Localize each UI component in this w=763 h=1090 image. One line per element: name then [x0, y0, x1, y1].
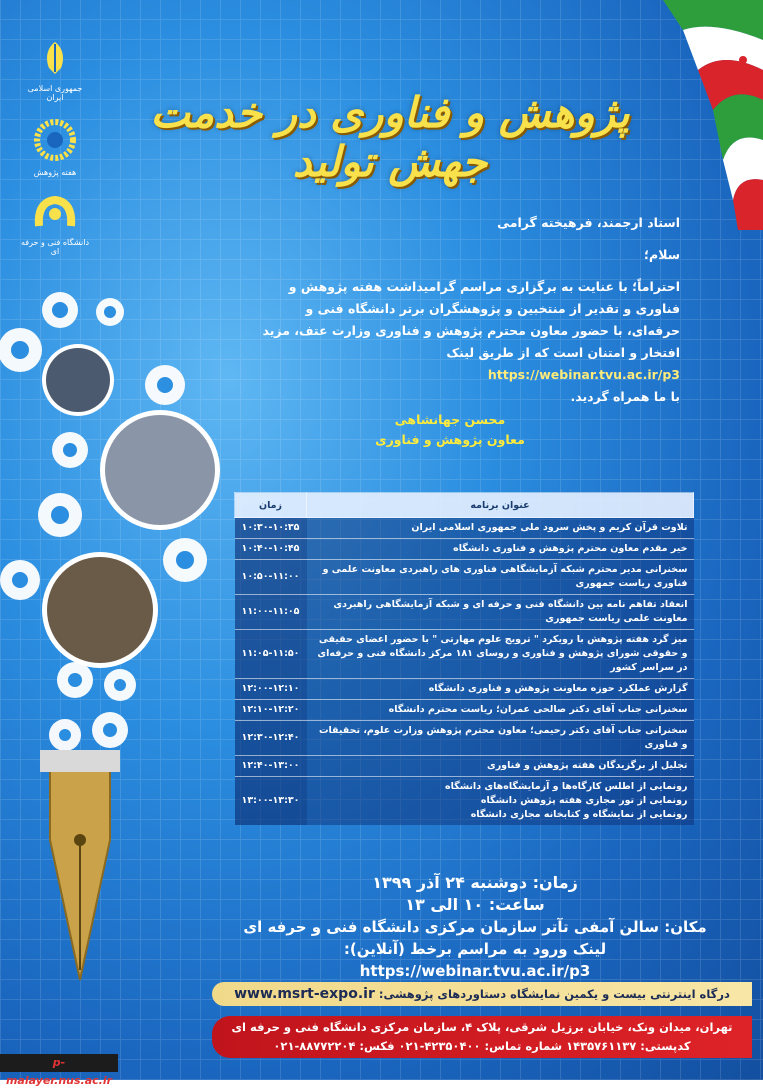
header-title: عنوان برنامه	[307, 493, 694, 518]
event-hours: ساعت: ۱۰ الی ۱۳	[405, 895, 545, 914]
program-title: میز گرد هفته پژوهش با رویکرد " ترویج علوم مهارتی " با حضور اعضای حقیقی و حقوقی شورای پژوهش و فناوری و روسای ۱۸۱ مرکز دانشگاه فنی و حرفه‌ای در سراسر کشور	[307, 630, 694, 679]
gear-icon	[49, 719, 81, 751]
letter-body: احتراماً؛ با عنایت به برگزاری مراسم گرامیداشت هفته پژوهش و فناوری و تقدیر از منتخبین و پژوهشگران برتر دانشگاه فنی و حرفه‌ای، با حضور معاون محترم پژوهش و فناوری وزارت عتف، مزید افتخار و امتنان است که از طریق لینک	[262, 279, 680, 360]
letter-closing: با ما همراه گردید.	[570, 389, 680, 404]
contact-line: کدپستی: ۱۴۳۵۷۶۱۱۳۷ شماره تماس: ۴۲۳۵۰۴۰۰-۰۲۱ فکس: ۸۸۷۷۲۲۰۴-۰۲۱	[273, 1039, 691, 1053]
program-time: ۱۳:۰۰-۱۳:۳۰	[235, 777, 307, 826]
gear-icon	[92, 712, 128, 748]
program-time: ۱۰:۵۰-۱۱:۰۰	[235, 560, 307, 595]
emblem-logo	[20, 38, 90, 102]
gear-icon	[0, 560, 40, 600]
expo-bar	[212, 982, 752, 1006]
emblem-caption: جمهوری اسلامی ایران	[27, 84, 83, 102]
program-time: ۱۰:۳۰-۱۰:۳۵	[235, 518, 307, 539]
expo-link[interactable]: www.msrt-expo.ir	[234, 986, 375, 1002]
program-time: ۱۱:۰۰-۱۱:۰۵	[235, 595, 307, 630]
university-icon	[33, 192, 77, 232]
program-time: ۱۲:۳۰-۱۲:۴۰	[235, 721, 307, 756]
address-line: تهران، میدان ونک، خیابان برزیل شرقی، پلاک ۴، سازمان مرکزی دانشگاه فنی و حرفه ای	[231, 1020, 733, 1034]
program-title: گزارش عملکرد حوزه معاونت پژوهش و فناوری دانشگاه	[307, 679, 694, 700]
gear-icon	[0, 328, 42, 372]
pen-nib-icon	[40, 750, 120, 980]
table-row	[235, 560, 694, 595]
emblem-icon	[35, 38, 75, 78]
address-bar	[212, 1016, 752, 1058]
program-title: تلاوت قرآن کریم و پخش سرود ملی جمهوری اسلامی ایران	[307, 518, 694, 539]
program-title: سخنرانی مدیر محترم شبکه آزمایشگاهی فناوری های راهبردی معاونت علمی و فناوری ریاست جمهوری	[307, 560, 694, 595]
table-row	[235, 700, 694, 721]
greeting: سلام؛	[644, 247, 680, 262]
table-row	[235, 679, 694, 700]
program-title: خیر مقدم معاون محترم پژوهش و فناوری دانشگاه	[307, 539, 694, 560]
gear-icon	[57, 662, 93, 698]
table-row	[235, 595, 694, 630]
signature-name: محسن جهانشاهی	[394, 412, 506, 427]
table-row	[235, 539, 694, 560]
university-logo	[20, 192, 90, 256]
event-details	[240, 872, 710, 982]
table-row	[235, 721, 694, 756]
university-caption: دانشگاه فنی و حرفه ای	[20, 238, 90, 256]
table-header	[235, 493, 694, 518]
program-title: سخنرانی جناب آقای دکتر صالحی عمران؛ ریاست محترم دانشگاه	[307, 700, 694, 721]
program-rows	[235, 518, 694, 826]
program-table	[234, 492, 694, 825]
program-time: ۱۱:۰۵-۱۱:۵۰	[235, 630, 307, 679]
gear-icon	[163, 538, 207, 582]
research-week-caption: هفته پژوهش	[33, 168, 77, 177]
event-date: زمان: دوشنبه ۲۴ آذر ۱۳۹۹	[372, 873, 578, 892]
event-venue: مکان: سالن آمفی تآتر سازمان مرکزی دانشگاه فنی و حرفه ای	[243, 918, 707, 936]
photo-circle	[100, 410, 220, 530]
program-title: تجلیل از برگزیدگان هفته پژوهش و فناوری	[307, 756, 694, 777]
table-row	[235, 777, 694, 826]
table-row	[235, 630, 694, 679]
gear-icon	[104, 669, 136, 701]
table-row	[235, 518, 694, 539]
signature-role: معاون پژوهش و فناوری	[375, 432, 525, 447]
invitation-letter	[260, 212, 680, 408]
letter-link[interactable]: https://webinar.tvu.ac.ir/p3	[487, 367, 680, 382]
salutation: استاد ارجمند، فرهیخته گرامی	[497, 215, 680, 230]
photo-circle	[42, 552, 158, 668]
program-title: انعقاد تفاهم نامه بین دانشگاه فنی و حرفه ای و شبکه آزمایشگاهی راهبردی معاونت علمی ریاست جمهوری	[307, 595, 694, 630]
page-title: پژوهش و فناوری در خدمت جهش تولید	[150, 88, 630, 186]
header-time: زمان	[235, 493, 307, 518]
gear-icon	[52, 432, 88, 468]
table-row	[235, 756, 694, 777]
program-time: ۱۲:۰۰-۱۲:۱۰	[235, 679, 307, 700]
signature	[370, 410, 530, 450]
program-time: ۱۲:۴۰-۱۳:۰۰	[235, 756, 307, 777]
watermark-prefix: p-malayer.	[5, 1056, 66, 1087]
gear-icon	[42, 292, 78, 328]
site-watermark	[0, 1054, 118, 1087]
photo-circle	[42, 344, 114, 416]
watermark-suffix: nus.ac.ir	[58, 1074, 113, 1087]
program-title: سخنرانی جناب آقای دکتر رحیمی؛ معاون محترم پژوهش وزارت علوم، تحقیقات و فناوری	[307, 721, 694, 756]
flag-ribbon-icon	[643, 0, 763, 230]
gears-artwork	[0, 280, 240, 980]
research-week-icon	[33, 118, 77, 162]
online-link[interactable]: https://webinar.tvu.ac.ir/p3	[359, 962, 591, 980]
expo-label: درگاه اینترنتی بیست و یکمین نمایشگاه دستاوردهای پژوهشی:	[378, 987, 730, 1001]
program-time: ۱۰:۴۰-۱۰:۴۵	[235, 539, 307, 560]
program-time: ۱۲:۱۰-۱۲:۲۰	[235, 700, 307, 721]
research-week-logo	[20, 118, 90, 177]
program-title: رونمایی از اطلس کارگاه‌ها و آزمایشگاه‌های دانشگاه رونمایی از تور مجازی هفته پژوهش دانشگاه رونمایی از نمایشگاه و کتابخانه مجازی دانشگاه	[307, 777, 694, 826]
gear-icon	[38, 493, 82, 537]
gear-icon	[96, 298, 124, 326]
gear-icon	[145, 365, 185, 405]
online-label: لینک ورود به مراسم برخط (آنلاین):	[343, 940, 607, 958]
